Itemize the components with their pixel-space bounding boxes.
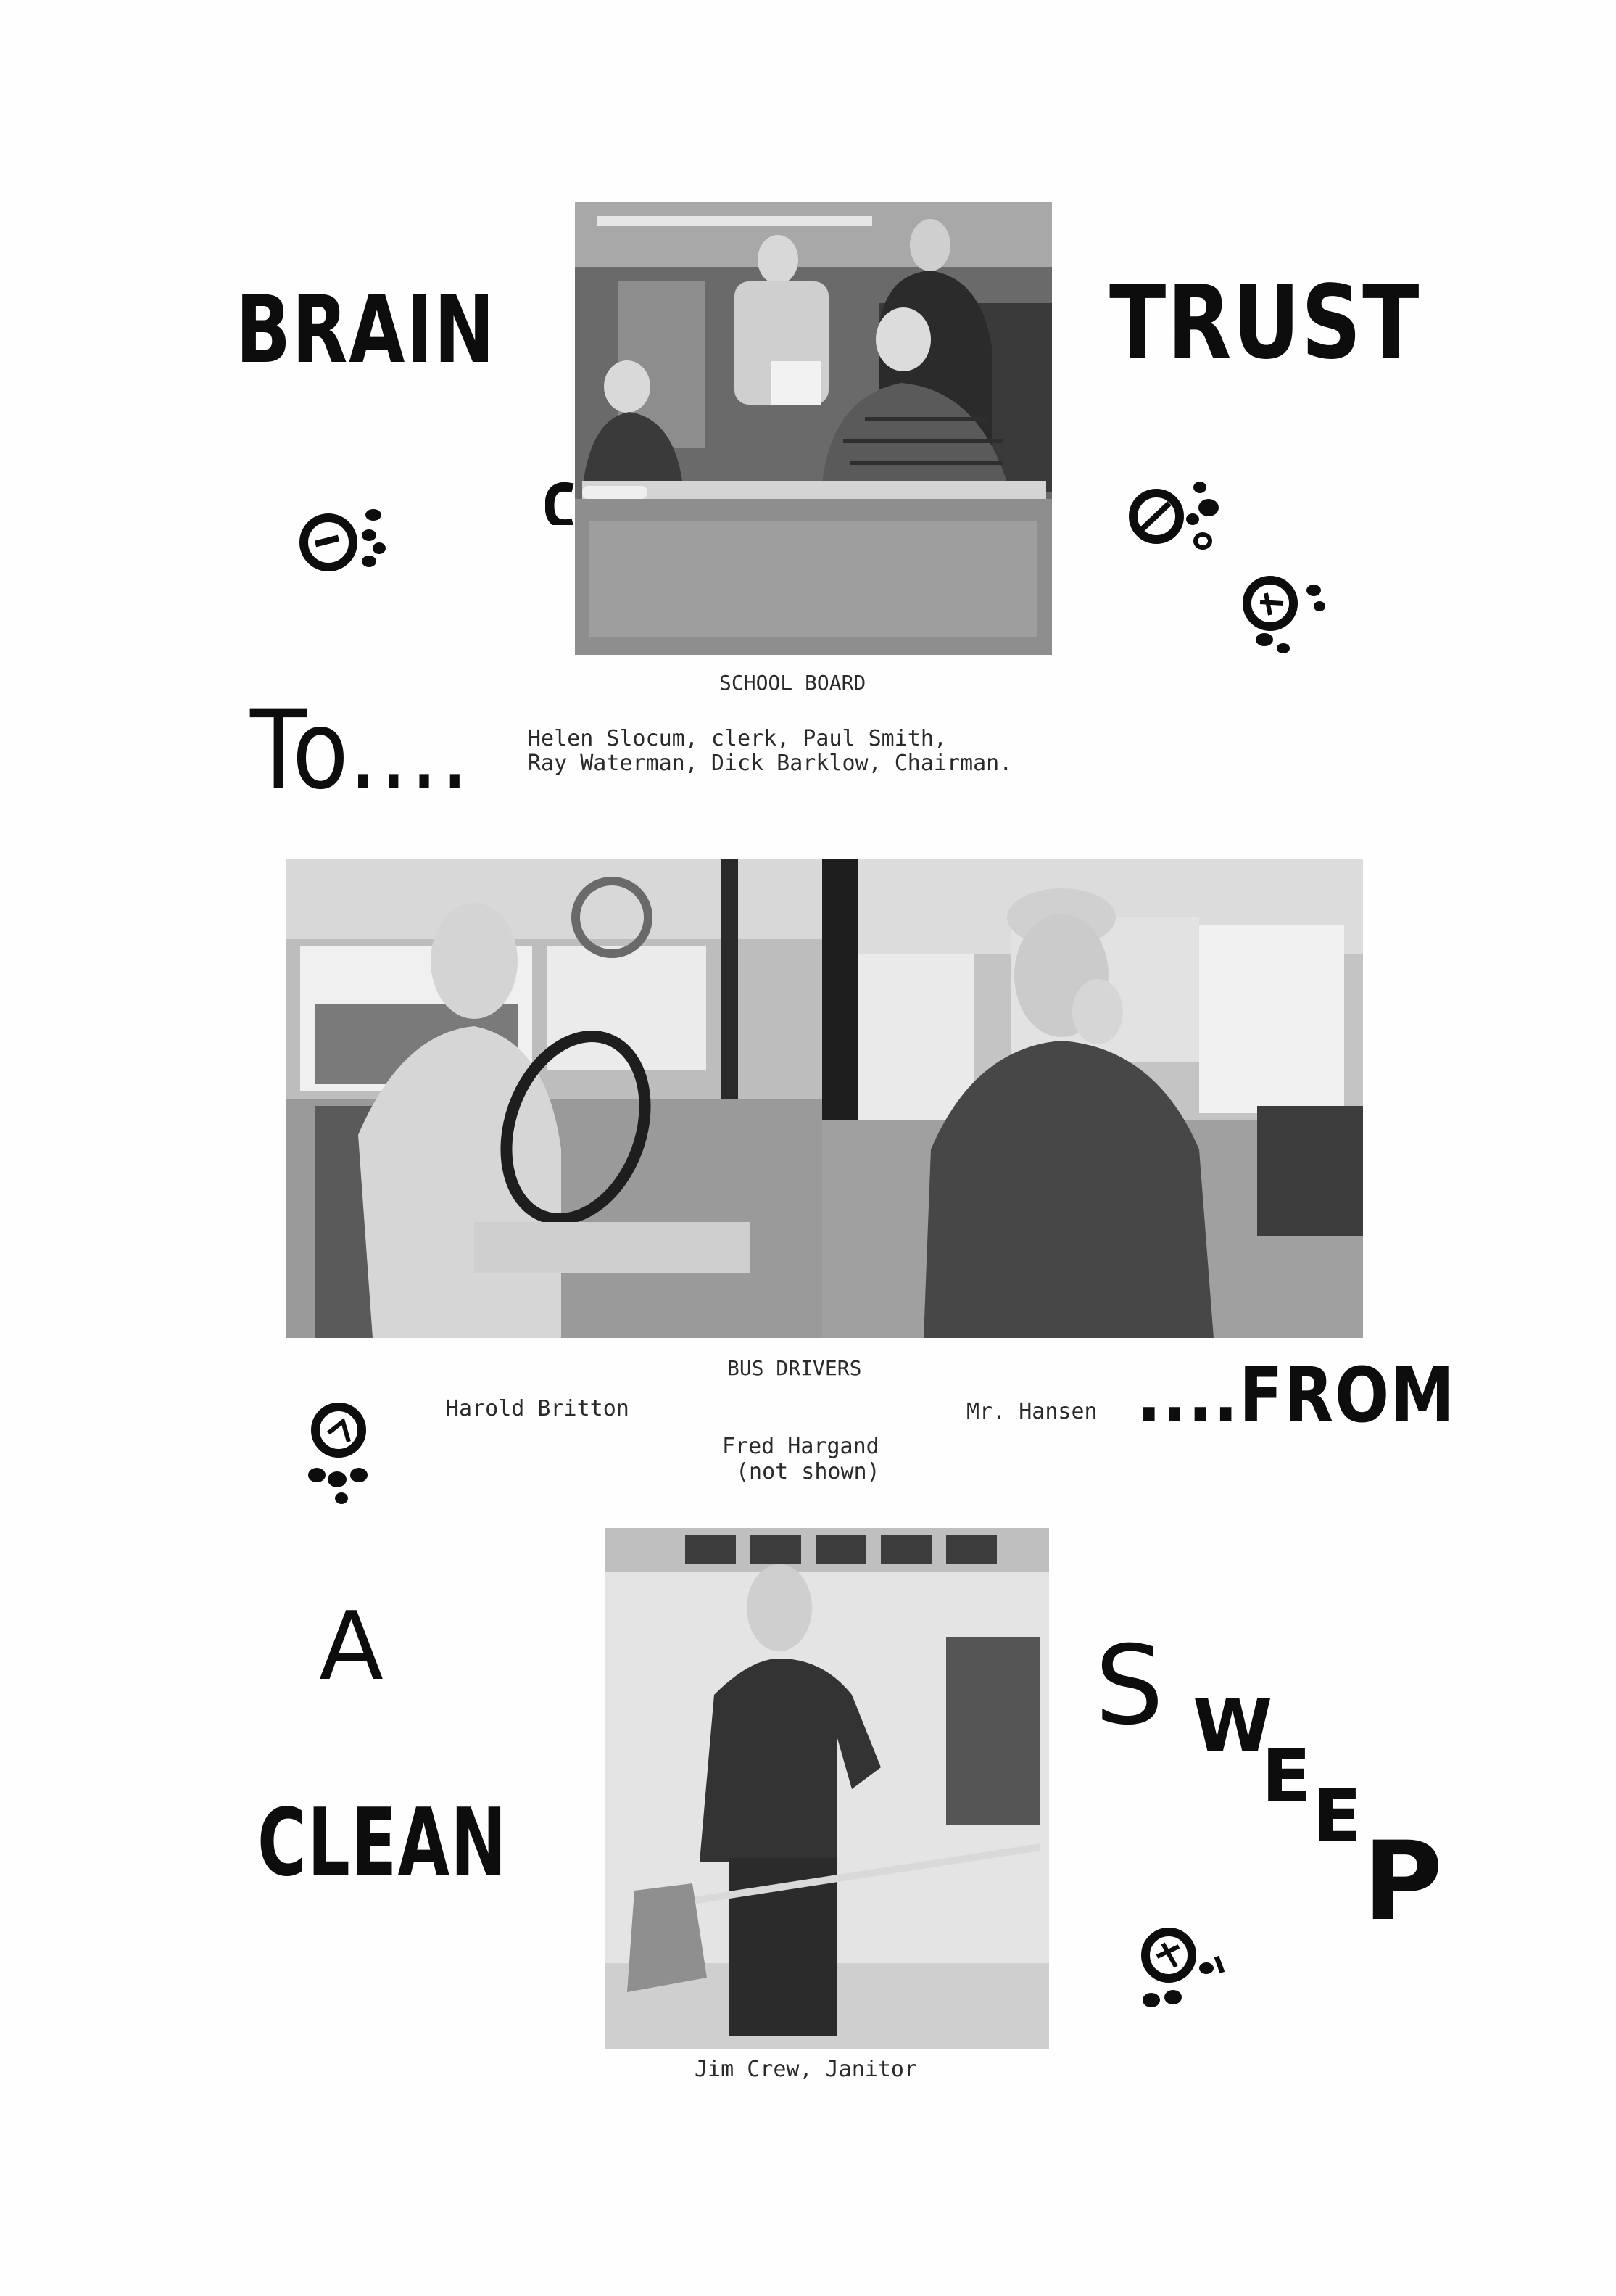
- headline-to: To....: [250, 687, 471, 814]
- bus-driver-absent-name: Fred Hargand: [722, 1434, 879, 1459]
- bus-driver-left-name: Harold Britton: [446, 1396, 629, 1421]
- school-board-names-line1: Helen Slocum, clerk, Paul Smith,: [528, 726, 947, 751]
- school-board-title: SCHOOL BOARD: [719, 671, 866, 695]
- school-board-names-line2: Ray Waterman, Dick Barklow, Chairman.: [528, 751, 1013, 776]
- sweep-letter-e1: E: [1261, 1734, 1313, 1819]
- sweep-letter-p: P: [1363, 1819, 1444, 1945]
- headline-from: ....FROM: [1137, 1351, 1456, 1440]
- stray-letter-mark: [545, 473, 574, 525]
- paw-print-icon: [1127, 471, 1243, 566]
- janitor-photo: [605, 1528, 1049, 2049]
- school-board-photo: [575, 202, 1052, 655]
- sweep-letter-s: S: [1095, 1623, 1166, 1749]
- headline-a: A: [319, 1591, 385, 1701]
- bus-drivers-title: BUS DRIVERS: [727, 1356, 862, 1380]
- paw-print-icon: [1131, 1922, 1232, 2016]
- headline-clean: CLEAN: [257, 1789, 507, 1897]
- sweep-letter-w: W: [1193, 1683, 1275, 1768]
- janitor-caption: Jim Crew, Janitor: [695, 2057, 918, 2082]
- headline-trust: TRUST: [1109, 264, 1421, 382]
- paw-print-icon: [1232, 573, 1334, 660]
- bus-driver-right-name: Mr. Hansen: [966, 1399, 1098, 1424]
- janitor-photo-image: [605, 1528, 1049, 2049]
- sweep-letter-e2: E: [1312, 1774, 1364, 1859]
- paw-print-icon: [294, 500, 395, 587]
- school-board-photo-image: [575, 202, 1052, 655]
- bus-driver-left-photo: [286, 859, 822, 1338]
- bus-driver-left-photo-image: [286, 859, 822, 1338]
- bus-driver-right-photo: [822, 859, 1363, 1338]
- bus-driver-absent-note: (not shown): [736, 1459, 880, 1484]
- paw-print-icon: [294, 1400, 388, 1508]
- bus-driver-right-photo-image: [822, 859, 1363, 1338]
- headline-brain: BRAIN: [236, 276, 496, 384]
